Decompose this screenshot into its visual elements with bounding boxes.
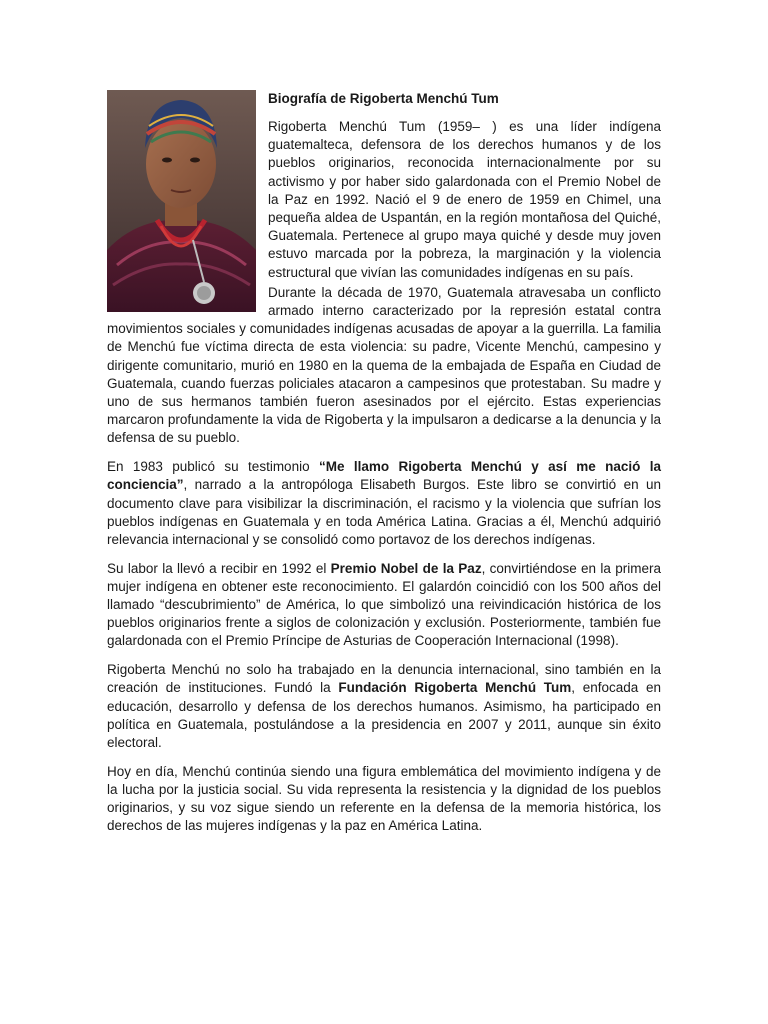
portrait-photo	[107, 90, 256, 312]
text-run: Su labor la llevó a recibir en 1992 el	[107, 560, 331, 576]
paragraph	[107, 661, 661, 752]
bold-text: Premio Nobel de la Paz	[330, 560, 482, 576]
bold-text: “Me llamo Rigoberta Menchú y así me nació la conciencia”	[107, 459, 661, 493]
paragraph	[107, 560, 661, 651]
text-run: , narrado a la antropóloga Elisabeth Burgos. Este libro se convirtió en un documento clave para visibilizar la discriminación, el racismo y la violencia que sufrían los pueblos indígenas en Guatemala y en toda América Latina. Gracias a él, Menchú adquirió relevancia internacional y se consolidó como portavoz de los derechos indígenas.	[107, 477, 661, 547]
paragraph	[107, 763, 661, 836]
paragraph	[107, 458, 661, 549]
text-run: Hoy en día, Menchú continúa siendo una figura emblemática del movimiento indígena y de la lucha por la justicia social. Su vida representa la resistencia y la dignidad de los pueblos originarios, y su voz sigue siendo un referente en la defensa de la memoria histórica, los derechos de las mujeres indígenas y la paz en América Latina.	[107, 763, 661, 834]
portrait-illustration	[107, 90, 256, 312]
bold-text: Fundación Rigoberta Menchú Tum	[338, 680, 572, 696]
text-run: Durante la década de 1970, Guatemala atravesaba un conflicto armado interno caracterizado por la represión estatal contra movimientos sociales y comunidades indígenas acusadas de apoyar a la guerrilla. La familia de Menchú fue víctima directa de esta violencia: su padre, Vicente Menchú, campesino y dirigente comunitario, murió en 1980 en la quema de la embajada de España en Ciudad de Guatemala, cuando fuerzas policiales atacaron a campesinos que protestaban. Su madre y uno de sus hermanos también fueron asesinados por el ejército. Estas experiencias marcaron profundamente la vida de Rigoberta y la impulsaron a dedicarse a la denuncia y la defensa de su pueblo.	[107, 284, 661, 446]
text-run: , convirtiéndose en la primera mujer indígena en obtener este reconocimiento. El galardón coincidió con los 500 años del llamado “descubrimiento” de América, lo que simbolizó una reivindicación histórica de los pueblos originarios frente a siglos de colonización y exclusión. Posteriormente, también fue galardonada con el Premio Príncipe de Asturias de Cooperación Internacional (1998).	[107, 560, 662, 649]
document-title: Biografía de Rigoberta Menchú Tum	[268, 91, 499, 106]
document-page	[107, 90, 661, 846]
text-run: En 1983 publicó su testimonio	[107, 459, 319, 475]
text-run: , enfocada en educación, desarrollo y defensa de los derechos humanos. Asimismo, ha participado en política en Guatemala, postulándose a la presidencia en 2007 y 2011, aunque sin éxito electoral.	[107, 680, 662, 750]
text-run: Rigoberta Menchú no solo ha trabajado en la denuncia internacional, sino también en la creación de instituciones. Fundó la	[107, 662, 661, 696]
text-run: Rigoberta Menchú Tum (1959– ) es una líder indígena guatemalteca, defensora de los derechos humanos y de los pueblos originarios, reconocida internacionalmente por su activismo y por haber sido galardonada con el Premio Nobel de la Paz en 1992. Nació el 9 de enero de 1959 en Chimel, una pequeña aldea de Uspantán, en la región montañosa del Quiché, Guatemala. Pertenece al grupo maya quiché y desde muy joven estuvo marcada por la pobreza, la marginación y la violencia estructural que vivían las comunidades indígenas en su país.	[268, 119, 661, 280]
